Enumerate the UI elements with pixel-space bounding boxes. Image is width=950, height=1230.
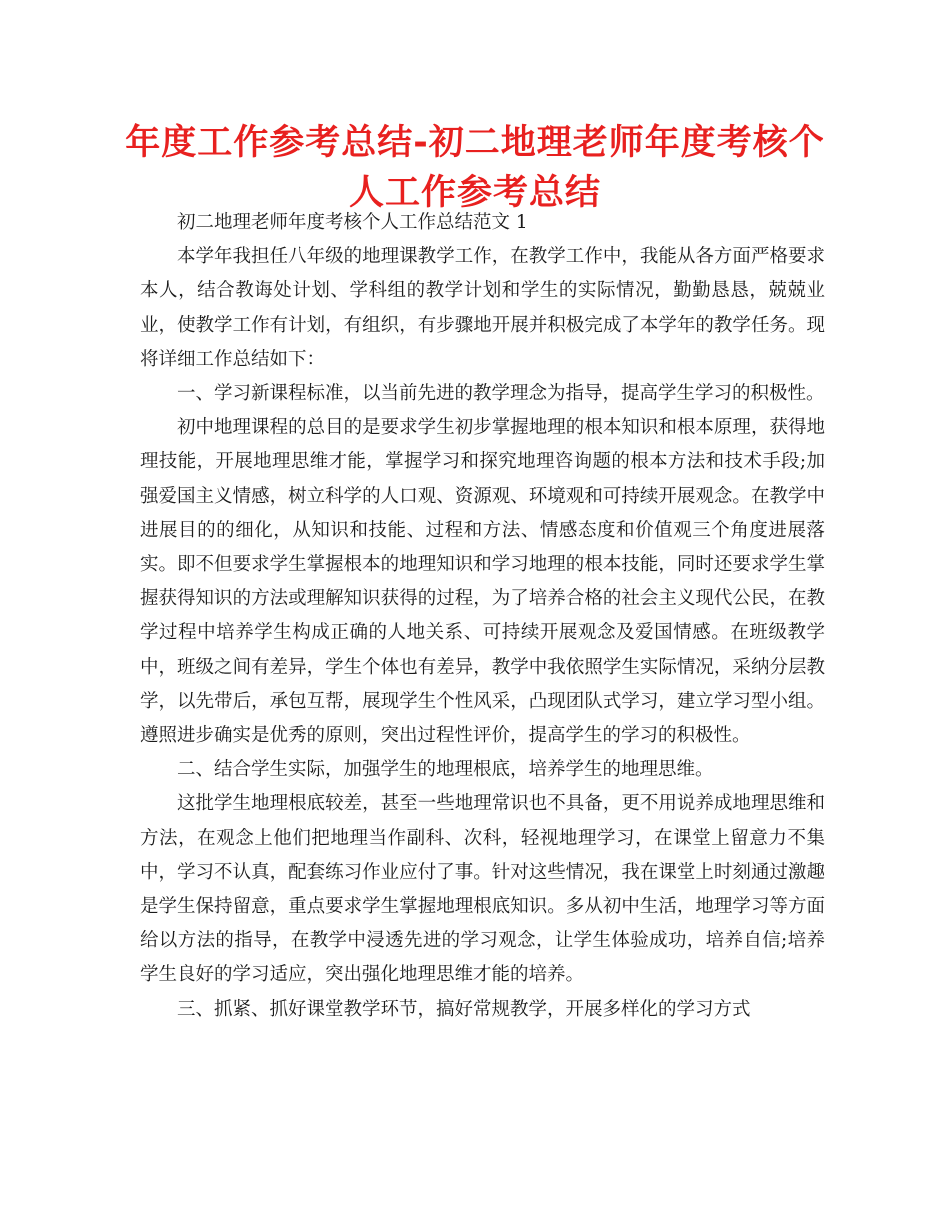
document-title: 年度工作参考总结-初二地理老师年度考核个人工作参考总结 (125, 123, 825, 213)
paragraph-intro: 本学年我担任八年级的地理课教学工作，在教学工作中，我能从各方面严格要求本人，结合教诲处计划、学科组的教学计划和学生的实际情况，勤勤恳恳，兢兢业业，使教学工作有计划，有组织，有步骤地开展并积极完成了本学年的教学任务。现将详细工作总结如下： (140, 246, 825, 370)
section-heading-2: 二、结合学生实际，加强学生的地理根底，培养学生的地理思维。 (177, 759, 714, 781)
section-heading-3: 三、抓紧、抓好课堂教学环节，搞好常规教学，开展多样化的学习方式 (177, 998, 751, 1020)
document-subtitle: 初二地理老师年度考核个人工作总结范文 1 (177, 212, 528, 233)
paragraph-section-2: 这批学生地理根底较差，甚至一些地理常识也不具备，更不用说养成地理思维和方法，在观念上他们把地理当作副科、次科，轻视地理学习，在课堂上留意力不集中，学习不认真，配套练习作业应付了事。针对这些情况，我在课堂上时刻通过激趣是学生保持留意，重点要求学生掌握地理根底知识。多从初中生活，地理学习等方面给以方法的指导，在教学中浸透先进的学习观念，让学生体验成功，培养自信;培养学生良好的学习适应，突出强化地理思维才能的培养。 (140, 793, 825, 986)
document-body (140, 206, 825, 1027)
paragraph-section-1: 初中地理课程的总目的是要求学生初步掌握地理的根本知识和根本原理，获得地理技能，开展地理思维才能，掌握学习和探究地理咨询题的根本方法和技术手段;加强爱国主义情感，树立科学的人口观、资源观、环境观和可持续开展观念。在教学中进展目的的细化，从知识和技能、过程和方法、情感态度和价值观三个角度进展落实。即不但要求学生掌握根本的地理知识和学习地理的根本技能，同时还要求学生掌握获得知识的方法或理解知识获得的过程，为了培养合格的社会主义现代公民，在教学过程中培养学生构成正确的人地关系、可持续开展观念及爱国情感。在班级教学中，班级之间有差异，学生个体也有差异，教学中我依照学生实际情况，采纳分层教学，以先带后，承包互帮，展现学生个性风采，凸现团队式学习，建立学习型小组。遵照进步确实是优秀的原则，突出过程性评价，提高学生的学习的积极性。 (140, 417, 825, 747)
section-heading-1: 一、学习新课程标准，以当前先进的教学理念为指导，提高学生学习的积极性。 (177, 383, 825, 405)
